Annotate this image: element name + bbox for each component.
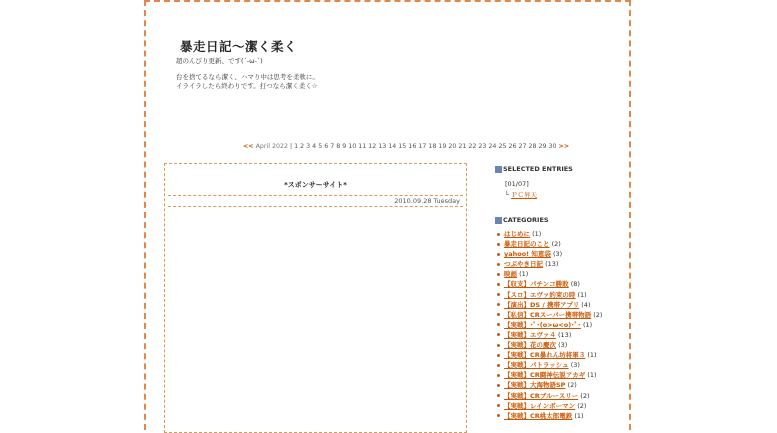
image-icon bbox=[495, 166, 502, 173]
category-item bbox=[497, 279, 602, 289]
category-link[interactable]: 【収支】パチンコ勝敗 bbox=[504, 280, 569, 289]
category-link[interactable]: 【実戦】レインボーマン bbox=[504, 401, 576, 410]
bullet-icon bbox=[497, 263, 500, 266]
category-count: (13) bbox=[558, 330, 572, 339]
category-item bbox=[497, 290, 602, 300]
category-link[interactable]: 【演出】DS / 携帯アプリ bbox=[504, 300, 580, 309]
calendar-days: 1 2 3 4 5 6 7 8 9 10 11 12 13 14 15 16 17 18 19 20 21 22 23 24 25 26 27 28 29 30 bbox=[294, 143, 557, 150]
bullet-icon bbox=[497, 283, 500, 286]
bullet-icon bbox=[497, 354, 500, 357]
category-item bbox=[497, 370, 602, 380]
bullet-icon bbox=[497, 394, 500, 397]
entry-divider bbox=[168, 195, 463, 196]
category-item bbox=[497, 391, 602, 401]
category-item bbox=[497, 249, 602, 259]
bullet-icon bbox=[497, 404, 500, 407]
category-link[interactable]: 【実戦】CR暴れん坊将軍３ bbox=[504, 351, 586, 360]
entry-title[interactable]: *スポンサーサイト* bbox=[284, 181, 347, 189]
categories-heading bbox=[495, 216, 549, 224]
category-item bbox=[497, 350, 602, 360]
category-link[interactable]: 【実戦】大海物語SP bbox=[504, 381, 566, 390]
categories-label: CATEGORIES bbox=[503, 216, 549, 224]
selected-entries-heading bbox=[495, 165, 573, 173]
category-item bbox=[497, 360, 602, 370]
category-link[interactable]: 【実戦】CR闘神伝説アカギ bbox=[504, 371, 586, 380]
category-item bbox=[497, 330, 602, 340]
category-link[interactable]: はじめに bbox=[504, 230, 530, 238]
category-count: (2) bbox=[593, 310, 603, 319]
category-link[interactable]: 【実戦】エヴァ４ bbox=[504, 330, 556, 339]
category-link[interactable]: 【実戦】花の慶次 bbox=[504, 341, 556, 350]
bullet-icon bbox=[497, 344, 500, 347]
category-item bbox=[497, 300, 602, 310]
entry-box bbox=[164, 163, 467, 433]
category-link[interactable]: 【実戦】パトラッシュ bbox=[504, 361, 569, 370]
blog-description-line-3: イライラしたら終わりです。打つなら潔く柔く☆ bbox=[176, 82, 318, 90]
category-count: (13) bbox=[545, 260, 559, 269]
category-count: (4) bbox=[581, 300, 591, 309]
blog-description-line-2: 台を捨てるなら潔く、ハマり中は思考を柔軟に。 bbox=[176, 73, 319, 81]
selected-entry-link[interactable]: ＰＣ昇天 bbox=[511, 191, 537, 199]
entry-date: 2010.09.28 Tuesday bbox=[394, 197, 460, 205]
bullet-icon bbox=[497, 323, 500, 326]
selected-entry-date: [01/07] bbox=[505, 180, 529, 188]
tree-branch-glyph: └ bbox=[505, 191, 509, 199]
category-count: (3) bbox=[570, 361, 580, 370]
category-link[interactable]: 【実戦】CR桃太郎電鉄 bbox=[504, 411, 573, 420]
category-list bbox=[497, 229, 602, 421]
category-count: (3) bbox=[553, 250, 563, 259]
bullet-icon bbox=[497, 233, 500, 236]
category-item bbox=[497, 411, 602, 421]
category-link[interactable]: 【実戦】CRブルースリー bbox=[504, 391, 579, 400]
blog-description-line-1: 超のんびり更新、です(´-ω-`) bbox=[176, 57, 263, 65]
next-month-link[interactable]: >> bbox=[558, 143, 570, 150]
calendar-nav bbox=[243, 143, 569, 150]
category-item bbox=[497, 229, 602, 239]
category-count: (8) bbox=[570, 280, 580, 289]
bullet-icon bbox=[497, 253, 500, 256]
category-link[interactable]: つぶやき日記 bbox=[504, 260, 543, 269]
bullet-icon bbox=[497, 313, 500, 316]
bullet-icon bbox=[497, 293, 500, 296]
bullet-icon bbox=[497, 303, 500, 306]
category-link[interactable]: 【実戦】･ﾟ･(o>ω<o)･ﾟ･ bbox=[504, 320, 581, 329]
category-count: (1) bbox=[583, 320, 593, 329]
category-item bbox=[497, 239, 602, 249]
category-link[interactable]: yahoo! 知恵袋 bbox=[504, 250, 551, 259]
category-link[interactable]: 【私信】CRスーパー携帯物語 bbox=[504, 310, 592, 319]
category-count: (2) bbox=[580, 391, 590, 400]
category-count: (2) bbox=[577, 401, 587, 410]
category-item bbox=[497, 380, 602, 390]
bullet-icon bbox=[497, 384, 500, 387]
category-count: (1) bbox=[587, 371, 597, 380]
category-count: (3) bbox=[558, 341, 568, 350]
selected-entries-label: SELECTED ENTRIES bbox=[503, 165, 573, 173]
category-count: (1) bbox=[587, 351, 597, 360]
bullet-icon bbox=[497, 333, 500, 336]
category-count: (2) bbox=[551, 240, 561, 249]
category-count: (1) bbox=[532, 230, 542, 238]
category-count: (1) bbox=[519, 270, 529, 279]
category-link[interactable]: 暴走日記のこと bbox=[504, 240, 550, 249]
bullet-icon bbox=[497, 243, 500, 246]
selected-entry bbox=[505, 190, 537, 199]
category-item bbox=[497, 401, 602, 411]
category-item bbox=[497, 259, 602, 269]
category-link[interactable]: 映画 bbox=[504, 270, 517, 279]
bullet-icon bbox=[497, 364, 500, 367]
prev-month-link[interactable]: << bbox=[243, 143, 254, 150]
category-count: (1) bbox=[574, 411, 584, 420]
bullet-icon bbox=[497, 374, 500, 377]
category-count: (2) bbox=[567, 381, 577, 390]
category-link[interactable]: 【スロ】エヴァ約束の時 bbox=[504, 290, 576, 299]
category-item bbox=[497, 340, 602, 350]
category-item bbox=[497, 320, 602, 330]
image-icon bbox=[495, 217, 502, 224]
calendar-separator: | bbox=[290, 143, 293, 150]
calendar-month: April 2022 bbox=[255, 143, 288, 150]
bullet-icon bbox=[497, 414, 500, 417]
category-item bbox=[497, 310, 602, 320]
bullet-icon bbox=[497, 273, 500, 276]
category-item bbox=[497, 269, 602, 279]
blog-title[interactable]: 暴走日記～潔く柔く bbox=[180, 39, 298, 54]
category-count: (1) bbox=[577, 290, 587, 299]
entry-divider bbox=[168, 206, 463, 207]
